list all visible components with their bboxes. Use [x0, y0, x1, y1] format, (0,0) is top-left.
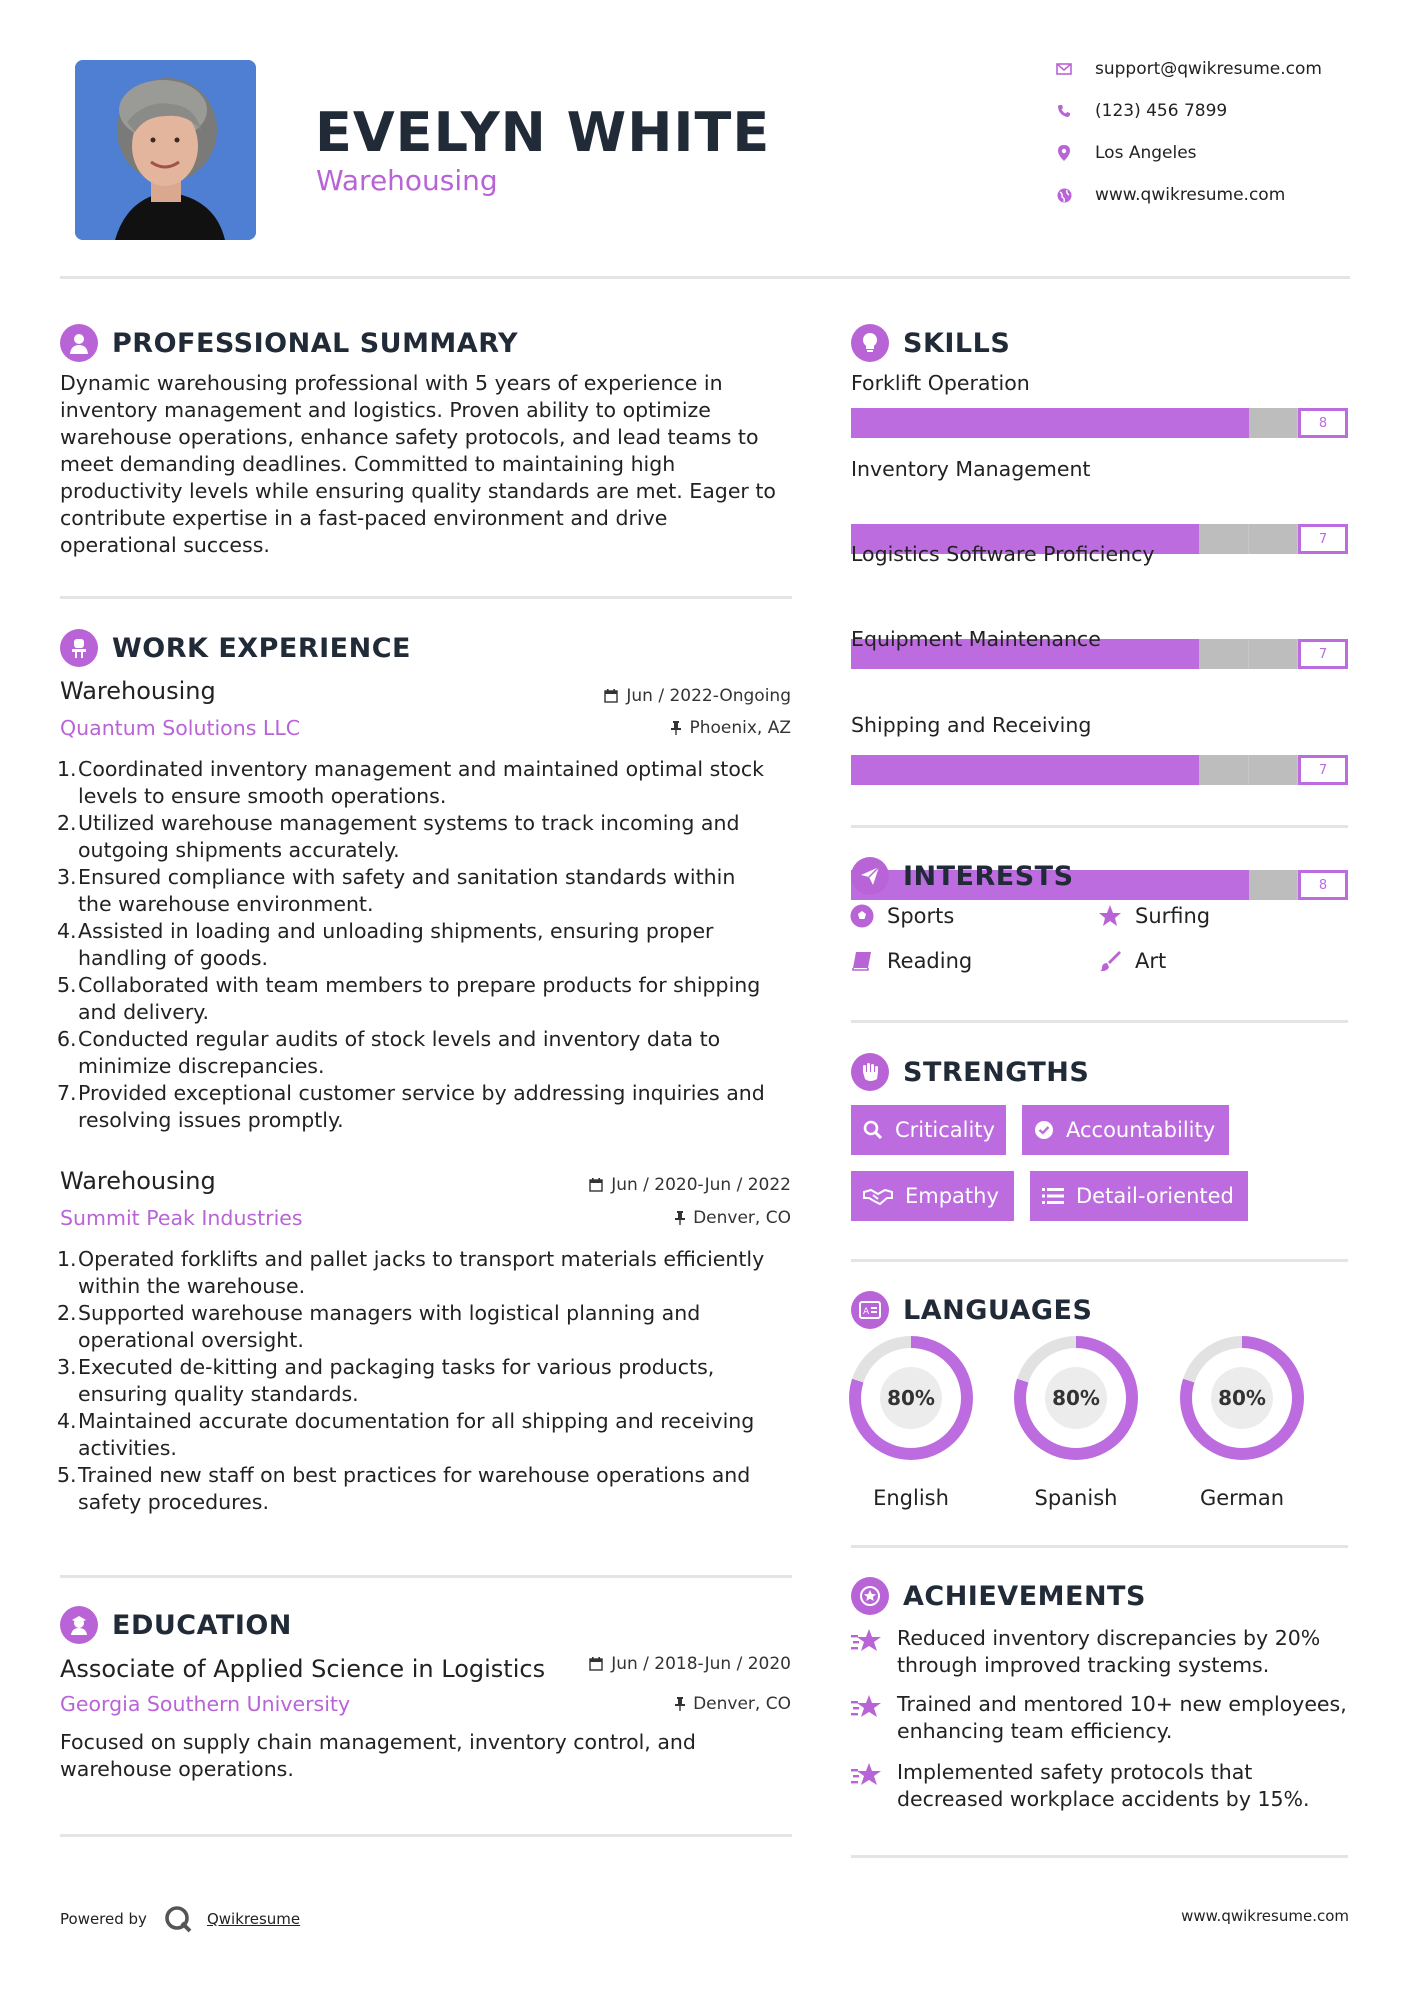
email-text: support@qwikresume.com [1095, 59, 1322, 79]
strength-tag [1022, 1105, 1229, 1155]
footer-powered-by [60, 1904, 300, 1934]
bullet-number: 1. [57, 757, 77, 781]
calendar-icon [604, 689, 618, 703]
summary-line: contribute expertise in a fast-paced environment and drive [60, 506, 668, 530]
phone-text: (123) 456 7899 [1095, 101, 1228, 121]
candidate-name: EVELYN WHITE [315, 101, 771, 164]
education-dates-text: Jun / 2018-Jun / 2020 [611, 1654, 791, 1674]
bullet-number: 6. [57, 1027, 77, 1051]
language-percent: 80% [880, 1367, 942, 1429]
achievement-item [851, 1625, 1351, 1679]
languages-heading [851, 1291, 1092, 1329]
contact-email[interactable] [1053, 58, 1353, 80]
job-dates-text: Jun / 2022-Ongoing [626, 686, 791, 706]
summary-line: Dynamic warehousing professional with 5 years of experience in [60, 371, 723, 395]
paper-plane-icon [851, 857, 889, 895]
job-dates [500, 686, 791, 706]
interest-label: Art [1135, 949, 1167, 973]
contact-website[interactable] [1053, 184, 1353, 206]
globe-icon [1053, 184, 1075, 206]
interest-label: Reading [887, 949, 973, 973]
language-ring [849, 1336, 973, 1460]
search-icon [863, 1120, 883, 1140]
soccer-ball-icon [849, 903, 875, 929]
skill-bar-segment [1149, 870, 1199, 900]
language-german [1180, 1336, 1304, 1510]
skill-bar-segment [1249, 755, 1299, 785]
skill-score: 7 [1298, 639, 1348, 669]
skill-bar-segment [1100, 408, 1150, 438]
language-percent: 80% [1045, 1367, 1107, 1429]
header-divider [60, 276, 1350, 279]
skill-bar-segment [1249, 639, 1299, 669]
education-heading [60, 1606, 292, 1644]
interest-surfing [1097, 903, 1210, 929]
interest-label: Surfing [1135, 904, 1211, 928]
bullet-number: 5. [57, 1463, 77, 1487]
skill-bar-segment [1100, 755, 1150, 785]
profile-photo [75, 60, 256, 240]
bullet-line: Collaborated with team members to prepare products for shipping [78, 973, 761, 997]
phone-icon [1053, 100, 1075, 122]
list-item [57, 1354, 800, 1408]
skill-score: 8 [1298, 408, 1348, 438]
skill-bar-segment [1149, 524, 1199, 554]
bullet-line: Ensured compliance with safety and sanitation standards within [78, 865, 736, 889]
skill-bar-segment [1249, 408, 1299, 438]
language-spanish [1014, 1336, 1138, 1510]
calendar-icon [589, 1178, 603, 1192]
strength-tag [1030, 1171, 1248, 1221]
trophy-star-icon [851, 1761, 883, 1787]
skill-name: Shipping and Receiving [851, 713, 1092, 737]
summary-line: inventory management and logistics. Proven ability to optimize [60, 398, 711, 422]
skills-heading [851, 324, 1010, 362]
summary-line: productivity levels while ensuring quality standards are met. Eager to [60, 479, 776, 503]
summary-heading [60, 324, 518, 362]
skill-bar-segment [1050, 408, 1100, 438]
trophy-star-icon [851, 1693, 883, 1719]
language-ring [1014, 1336, 1138, 1460]
skill-bar-segment [1199, 408, 1249, 438]
language-name: English [873, 1486, 949, 1510]
skill-name: Inventory Management [851, 457, 1091, 481]
achievement-line: Reduced inventory discrepancies by 20% [897, 1626, 1321, 1650]
section-divider [60, 1834, 792, 1837]
bullet-number: 2. [57, 1301, 77, 1325]
footer-website[interactable]: www.qwikresume.com [1181, 1907, 1349, 1925]
section-divider [60, 1575, 792, 1578]
skill-bar-segment [1149, 755, 1199, 785]
skill-score: 7 [1298, 524, 1348, 554]
summary-line: meet demanding deadlines. Committed to maintaining high [60, 452, 676, 476]
bullet-number: 3. [57, 865, 77, 889]
bullet-line: Executed de-kitting and packaging tasks for various products, [78, 1355, 715, 1379]
skill-bar-segment [950, 755, 1000, 785]
check-circle-icon [1034, 1120, 1054, 1140]
section-divider [60, 596, 792, 599]
achievement-item [851, 1759, 1351, 1813]
bullet-line: Assisted in loading and unloading shipments, ensuring proper [78, 919, 714, 943]
job-location-text: Phoenix, AZ [689, 718, 791, 738]
skill-bar-segment [1149, 639, 1199, 669]
summary-line: operational success. [60, 533, 270, 557]
bullet-line: minimize discrepancies. [78, 1054, 325, 1078]
paintbrush-icon [1097, 948, 1123, 974]
interest-sports [849, 903, 954, 929]
bullet-line: handling of goods. [78, 946, 269, 970]
bullet-line: levels to ensure smooth operations. [78, 784, 447, 808]
education-line: Focused on supply chain management, inventory control, and [60, 1730, 696, 1754]
company-name: Quantum Solutions LLC [60, 716, 301, 740]
section-divider [851, 1259, 1348, 1262]
job-bullets [57, 1246, 800, 1516]
skill-name: Equipment Maintenance [851, 627, 1101, 651]
skill-bar [851, 755, 1348, 785]
list-item [57, 1080, 800, 1134]
calendar-icon [589, 1657, 603, 1671]
section-title: STRENGTHS [903, 1056, 1090, 1088]
skill-bar-segment [1199, 755, 1249, 785]
section-divider [851, 1545, 1348, 1548]
skill-bar-segment [1149, 408, 1199, 438]
list-item [57, 1462, 800, 1516]
strengths-heading [851, 1053, 1089, 1091]
section-divider [851, 825, 1348, 828]
bullet-line: Trained new staff on best practices for warehouse operations and [78, 1463, 751, 1487]
interest-reading [849, 948, 972, 974]
achievement-line: enhancing team efficiency. [897, 1719, 1173, 1743]
language-english [849, 1336, 973, 1510]
list-item [57, 1408, 800, 1462]
bullet-line: Provided exceptional customer service by addressing inquiries and [78, 1081, 765, 1105]
education-location-text: Denver, CO [693, 1694, 791, 1714]
skill-bar-segment [1000, 408, 1050, 438]
achievement-line: decreased workplace accidents by 15%. [897, 1787, 1310, 1811]
strength-label: Accountability [1066, 1118, 1216, 1142]
skill-bar-segment [1000, 755, 1050, 785]
list-item [57, 810, 800, 864]
user-icon [60, 324, 98, 362]
list-item [57, 756, 800, 810]
section-title: LANGUAGES [903, 1294, 1093, 1326]
bullet-line: Coordinated inventory management and maintained optimal stock [78, 757, 764, 781]
contact-phone[interactable] [1053, 100, 1353, 122]
strength-label: Detail-oriented [1076, 1184, 1234, 1208]
job-location-text: Denver, CO [693, 1208, 791, 1228]
skill-bar-segment [1199, 639, 1249, 669]
skill-bar [851, 408, 1348, 438]
svg-text:A: A [863, 1307, 870, 1317]
summary-line: warehouse operations, enhance safety protocols, and lead teams to [60, 425, 759, 449]
section-title: ACHIEVEMENTS [903, 1580, 1146, 1612]
language-name: Spanish [1034, 1486, 1118, 1510]
company-name: Summit Peak Industries [60, 1206, 303, 1230]
powered-by-text: Powered by [60, 1910, 147, 1928]
star-icon [1097, 903, 1123, 929]
list-item [57, 918, 800, 972]
pushpin-icon [675, 1211, 685, 1225]
section-title: PROFESSIONAL SUMMARY [112, 327, 519, 359]
skill-bar-segment [1249, 870, 1299, 900]
achievements-heading [851, 1577, 1146, 1615]
qwikresume-logo-icon [163, 1904, 193, 1934]
medal-icon [851, 1577, 889, 1615]
lightbulb-icon [851, 324, 889, 362]
list-item [57, 864, 800, 918]
job-location [500, 1208, 791, 1228]
bullet-line: Operated forklifts and pallet jacks to transport materials efficiently [78, 1247, 765, 1271]
strength-label: Empathy [905, 1184, 999, 1208]
section-title: INTERESTS [903, 860, 1074, 892]
language-icon [851, 1291, 889, 1329]
skill-score: 7 [1298, 755, 1348, 785]
achievement-line: Implemented safety protocols that [897, 1760, 1253, 1784]
skill-bar-segment [1100, 639, 1150, 669]
bullet-line: resolving issues promptly. [78, 1108, 344, 1132]
skill-bar-segment [851, 408, 901, 438]
skill-name: Logistics Software Proficiency [851, 542, 1155, 566]
education-description [60, 1729, 800, 1783]
interests-heading [851, 857, 1074, 895]
graduate-icon [60, 1606, 98, 1644]
bullet-line: operational oversight. [78, 1328, 304, 1352]
handshake-icon [863, 1187, 893, 1205]
skill-bar-segment [950, 408, 1000, 438]
section-title: WORK EXPERIENCE [112, 632, 411, 664]
pushpin-icon [675, 1697, 685, 1711]
bullet-line: activities. [78, 1436, 177, 1460]
book-icon [849, 948, 875, 974]
contact-location [1053, 142, 1353, 164]
skill-bar-segment [851, 755, 901, 785]
list-item [57, 972, 800, 1026]
language-ring [1180, 1336, 1304, 1460]
trophy-star-icon [851, 1627, 883, 1653]
job-title: Warehousing [60, 1167, 216, 1195]
skill-score: 8 [1298, 870, 1348, 900]
bullet-line: Supported warehouse managers with logistical planning and [78, 1301, 701, 1325]
section-title: SKILLS [903, 327, 1011, 359]
job-dates [500, 1175, 791, 1195]
language-ring-inner [1026, 1348, 1126, 1448]
bullet-line: the warehouse environment. [78, 892, 374, 916]
education-line: warehouse operations. [60, 1757, 294, 1781]
skill-name: Forklift Operation [851, 371, 1030, 395]
skill-bar-segment [901, 755, 951, 785]
education-location [500, 1694, 791, 1714]
list-item [57, 1246, 800, 1300]
strength-label: Criticality [895, 1118, 995, 1142]
strength-tag [851, 1171, 1014, 1221]
bullet-line: Conducted regular audits of stock levels and inventory data to [78, 1027, 721, 1051]
bullet-line: outgoing shipments accurately. [78, 838, 400, 862]
language-ring-inner [861, 1348, 961, 1448]
language-percent: 80% [1211, 1367, 1273, 1429]
bullet-line: safety procedures. [78, 1490, 269, 1514]
bullet-line: within the warehouse. [78, 1274, 306, 1298]
skill-bar-segment [1199, 870, 1249, 900]
bullet-number: 3. [57, 1355, 77, 1379]
achievement-line: through improved tracking systems. [897, 1653, 1270, 1677]
skill-bar-segment [1199, 524, 1249, 554]
experience-heading [60, 629, 411, 667]
bullet-number: 5. [57, 973, 77, 997]
bullet-number: 1. [57, 1247, 77, 1271]
achievement-line: Trained and mentored 10+ new employees, [897, 1692, 1347, 1716]
chair-icon [60, 629, 98, 667]
bullet-number: 2. [57, 811, 77, 835]
interest-art [1097, 948, 1166, 974]
bullet-line: Utilized warehouse management systems to track incoming and [78, 811, 740, 835]
job-location [500, 718, 791, 738]
job-dates-text: Jun / 2020-Jun / 2022 [611, 1175, 791, 1195]
envelope-icon [1053, 58, 1075, 80]
fist-icon [851, 1053, 889, 1091]
pushpin-icon [671, 721, 681, 735]
skill-bar-segment [1100, 870, 1150, 900]
list-item [57, 1026, 800, 1080]
job-bullets [57, 756, 800, 1134]
map-pin-icon [1053, 142, 1075, 164]
qwikresume-link[interactable]: Qwikresume [206, 1910, 301, 1928]
degree-title: Associate of Applied Science in Logistics [60, 1655, 546, 1683]
skill-bar-segment [1050, 755, 1100, 785]
skill-bar-segment [901, 408, 951, 438]
job-title: Warehousing [60, 677, 216, 705]
location-text: Los Angeles [1095, 143, 1197, 163]
achievement-item [851, 1691, 1351, 1745]
bullet-line: ensuring quality standards. [78, 1382, 359, 1406]
website-text: www.qwikresume.com [1095, 185, 1286, 205]
skill-bar-segment [1249, 524, 1299, 554]
strength-tag [851, 1105, 1006, 1155]
school-name: Georgia Southern University [60, 1692, 351, 1716]
bullet-number: 4. [57, 919, 77, 943]
language-ring-inner [1192, 1348, 1292, 1448]
language-name: German [1199, 1486, 1285, 1510]
list-item [57, 1300, 800, 1354]
bullet-line: and delivery. [78, 1000, 209, 1024]
bullet-number: 7. [57, 1081, 77, 1105]
section-divider [851, 1020, 1348, 1023]
education-dates [500, 1654, 791, 1674]
summary-text [60, 370, 800, 559]
bullet-number: 4. [57, 1409, 77, 1433]
candidate-title: Warehousing [316, 164, 498, 197]
section-title: EDUCATION [112, 1609, 292, 1641]
bullet-line: Maintained accurate documentation for all shipping and receiving [78, 1409, 755, 1433]
list-icon [1042, 1187, 1064, 1205]
section-divider [851, 1855, 1348, 1858]
interest-label: Sports [887, 904, 955, 928]
